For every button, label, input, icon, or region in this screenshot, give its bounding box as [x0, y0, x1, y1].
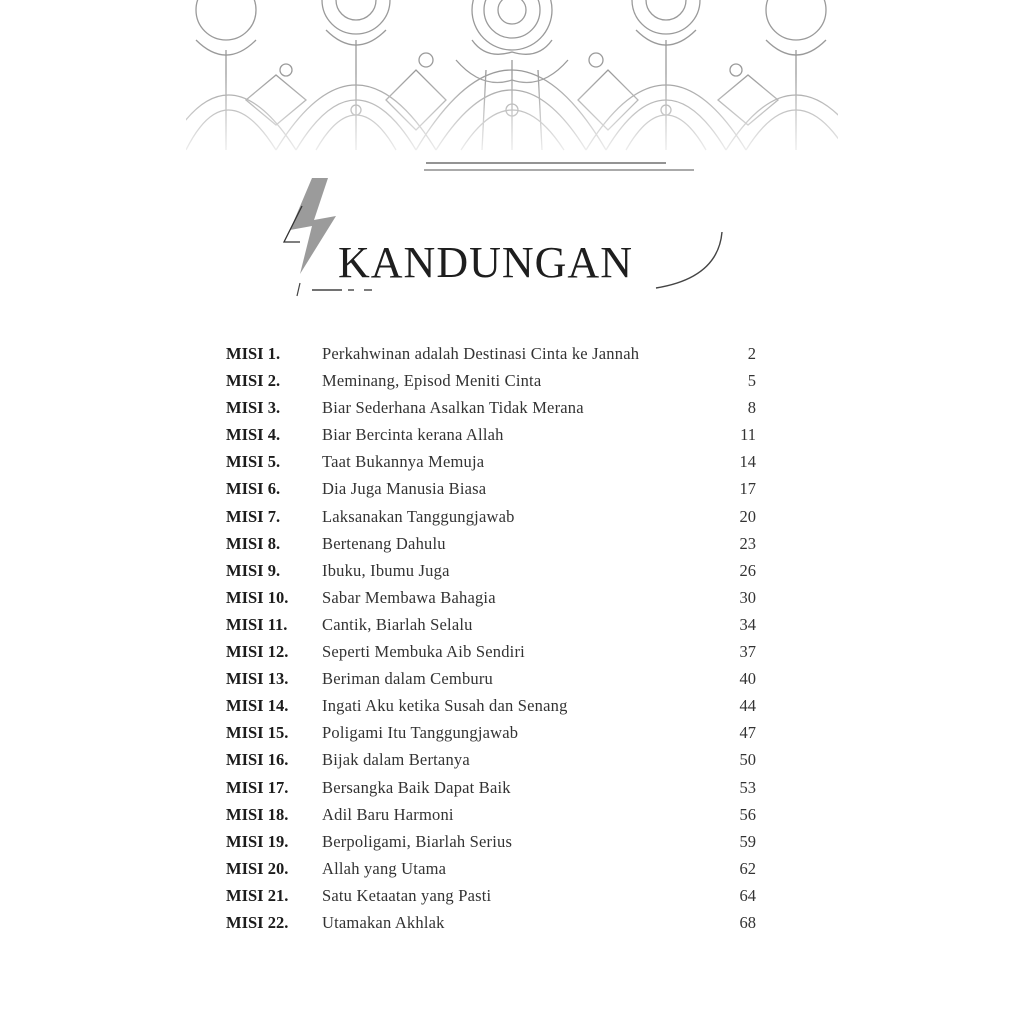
mandala-ornament [186, 0, 838, 170]
toc-row [226, 638, 756, 665]
toc-chapter-title: Dia Juga Manusia Biasa [322, 479, 487, 499]
toc-page-number: 5 [747, 371, 756, 391]
toc-misi-label: MISI 20. [226, 858, 289, 878]
toc-chapter-title: Bertenang Dahulu [322, 533, 446, 553]
toc-chapter-title: Utamakan Akhlak [322, 912, 445, 932]
toc-misi-label: MISI 3. [226, 398, 281, 418]
page-title: KANDUNGAN [338, 238, 633, 288]
toc-page-number: 37 [739, 642, 756, 662]
toc-page-number: 23 [739, 533, 756, 553]
toc-chapter-title: Bijak dalam Bertanya [322, 750, 470, 770]
toc-row [226, 801, 756, 828]
toc-misi-label: MISI 17. [226, 777, 289, 797]
toc-row [226, 367, 756, 394]
toc-misi-label: MISI 21. [226, 885, 289, 905]
toc-misi-label: MISI 10. [226, 587, 289, 607]
toc-chapter-title: Laksanakan Tanggungjawab [322, 506, 515, 526]
toc-row [226, 692, 756, 719]
toc-misi-label: MISI 22. [226, 912, 289, 932]
toc-chapter-title: Adil Baru Harmoni [322, 804, 454, 824]
toc-misi-label: MISI 1. [226, 344, 281, 363]
toc-page-number: 17 [739, 479, 756, 499]
toc-misi-label: MISI 18. [226, 804, 289, 824]
toc-page-number: 53 [739, 777, 756, 797]
toc-misi-label: MISI 13. [226, 669, 289, 689]
toc-row [226, 611, 756, 638]
toc-row [226, 665, 756, 692]
toc-misi-label: MISI 11. [226, 614, 288, 634]
toc-misi-label: MISI 12. [226, 642, 289, 662]
toc-misi-label: MISI 6. [226, 479, 281, 499]
toc-page-number: 50 [739, 750, 756, 770]
toc-misi-label: MISI 19. [226, 831, 289, 851]
toc-page-number: 59 [739, 831, 756, 851]
table-of-contents [226, 340, 756, 936]
toc-page-number: 64 [739, 885, 756, 905]
toc-misi-label: MISI 15. [226, 723, 289, 743]
toc-chapter-title: Satu Ketaatan yang Pasti [322, 885, 492, 905]
heading-block [186, 150, 838, 300]
toc-chapter-title: Ibuku, Ibumu Juga [322, 560, 450, 580]
toc-chapter-title: Taat Bukannya Memuja [322, 452, 485, 472]
toc-misi-label: MISI 2. [226, 371, 281, 391]
toc-row [226, 557, 756, 584]
toc-chapter-title: Bersangka Baik Dapat Baik [322, 777, 511, 797]
toc-page-number: 30 [739, 587, 756, 607]
toc-chapter-title: Seperti Membuka Aib Sendiri [322, 642, 525, 662]
toc-row [226, 909, 756, 936]
toc-chapter-title: Allah yang Utama [322, 858, 447, 878]
toc-page-number: 68 [739, 912, 756, 932]
toc-chapter-title: Berpoligami, Biarlah Serius [322, 831, 513, 851]
toc-row [226, 719, 756, 746]
toc-row [226, 394, 756, 421]
toc-row [226, 746, 756, 773]
toc-chapter-title: Cantik, Biarlah Selalu [322, 614, 473, 634]
toc-chapter-title: Biar Bercinta kerana Allah [322, 425, 504, 445]
toc-misi-label: MISI 16. [226, 750, 289, 770]
lightning-bolt-icon [282, 176, 342, 276]
book-page [186, 0, 838, 1024]
toc-row [226, 421, 756, 448]
toc-row [226, 855, 756, 882]
toc-chapter-title: Poligami Itu Tanggungjawab [322, 723, 519, 743]
toc-page-number: 40 [739, 669, 756, 689]
toc-row [226, 503, 756, 530]
toc-page-number: 11 [740, 425, 756, 445]
toc-page-number: 44 [739, 696, 756, 716]
toc-misi-label: MISI 5. [226, 452, 281, 472]
toc-row [226, 530, 756, 557]
toc-row [226, 774, 756, 801]
toc-row [226, 828, 756, 855]
toc-row [226, 475, 756, 502]
toc-page-number: 47 [739, 723, 756, 743]
toc-chapter-title: Perkahwinan adalah Destinasi Cinta ke Jannah [322, 344, 640, 363]
toc-page-number: 56 [739, 804, 756, 824]
toc-chapter-title: Beriman dalam Cemburu [322, 669, 493, 689]
toc-misi-label: MISI 7. [226, 506, 281, 526]
toc-page-number: 8 [747, 398, 756, 418]
toc-chapter-title: Ingati Aku ketika Susah dan Senang [322, 696, 568, 716]
toc-row [226, 340, 756, 367]
toc-page-number: 14 [739, 452, 756, 472]
toc-misi-label: MISI 4. [226, 425, 281, 445]
toc-misi-label: MISI 14. [226, 696, 289, 716]
toc-misi-label: MISI 8. [226, 533, 281, 553]
toc-row [226, 882, 756, 909]
toc-page-number: 26 [739, 560, 756, 580]
toc-misi-label: MISI 9. [226, 560, 281, 580]
toc-row [226, 448, 756, 475]
toc-row [226, 584, 756, 611]
toc-chapter-title: Meminang, Episod Meniti Cinta [322, 371, 542, 391]
toc-page-number: 2 [747, 344, 756, 363]
toc-page-number: 62 [739, 858, 756, 878]
toc-chapter-title: Sabar Membawa Bahagia [322, 587, 496, 607]
toc-page-number: 34 [739, 614, 756, 634]
toc-chapter-title: Biar Sederhana Asalkan Tidak Merana [322, 398, 584, 418]
toc-page-number: 20 [739, 506, 756, 526]
